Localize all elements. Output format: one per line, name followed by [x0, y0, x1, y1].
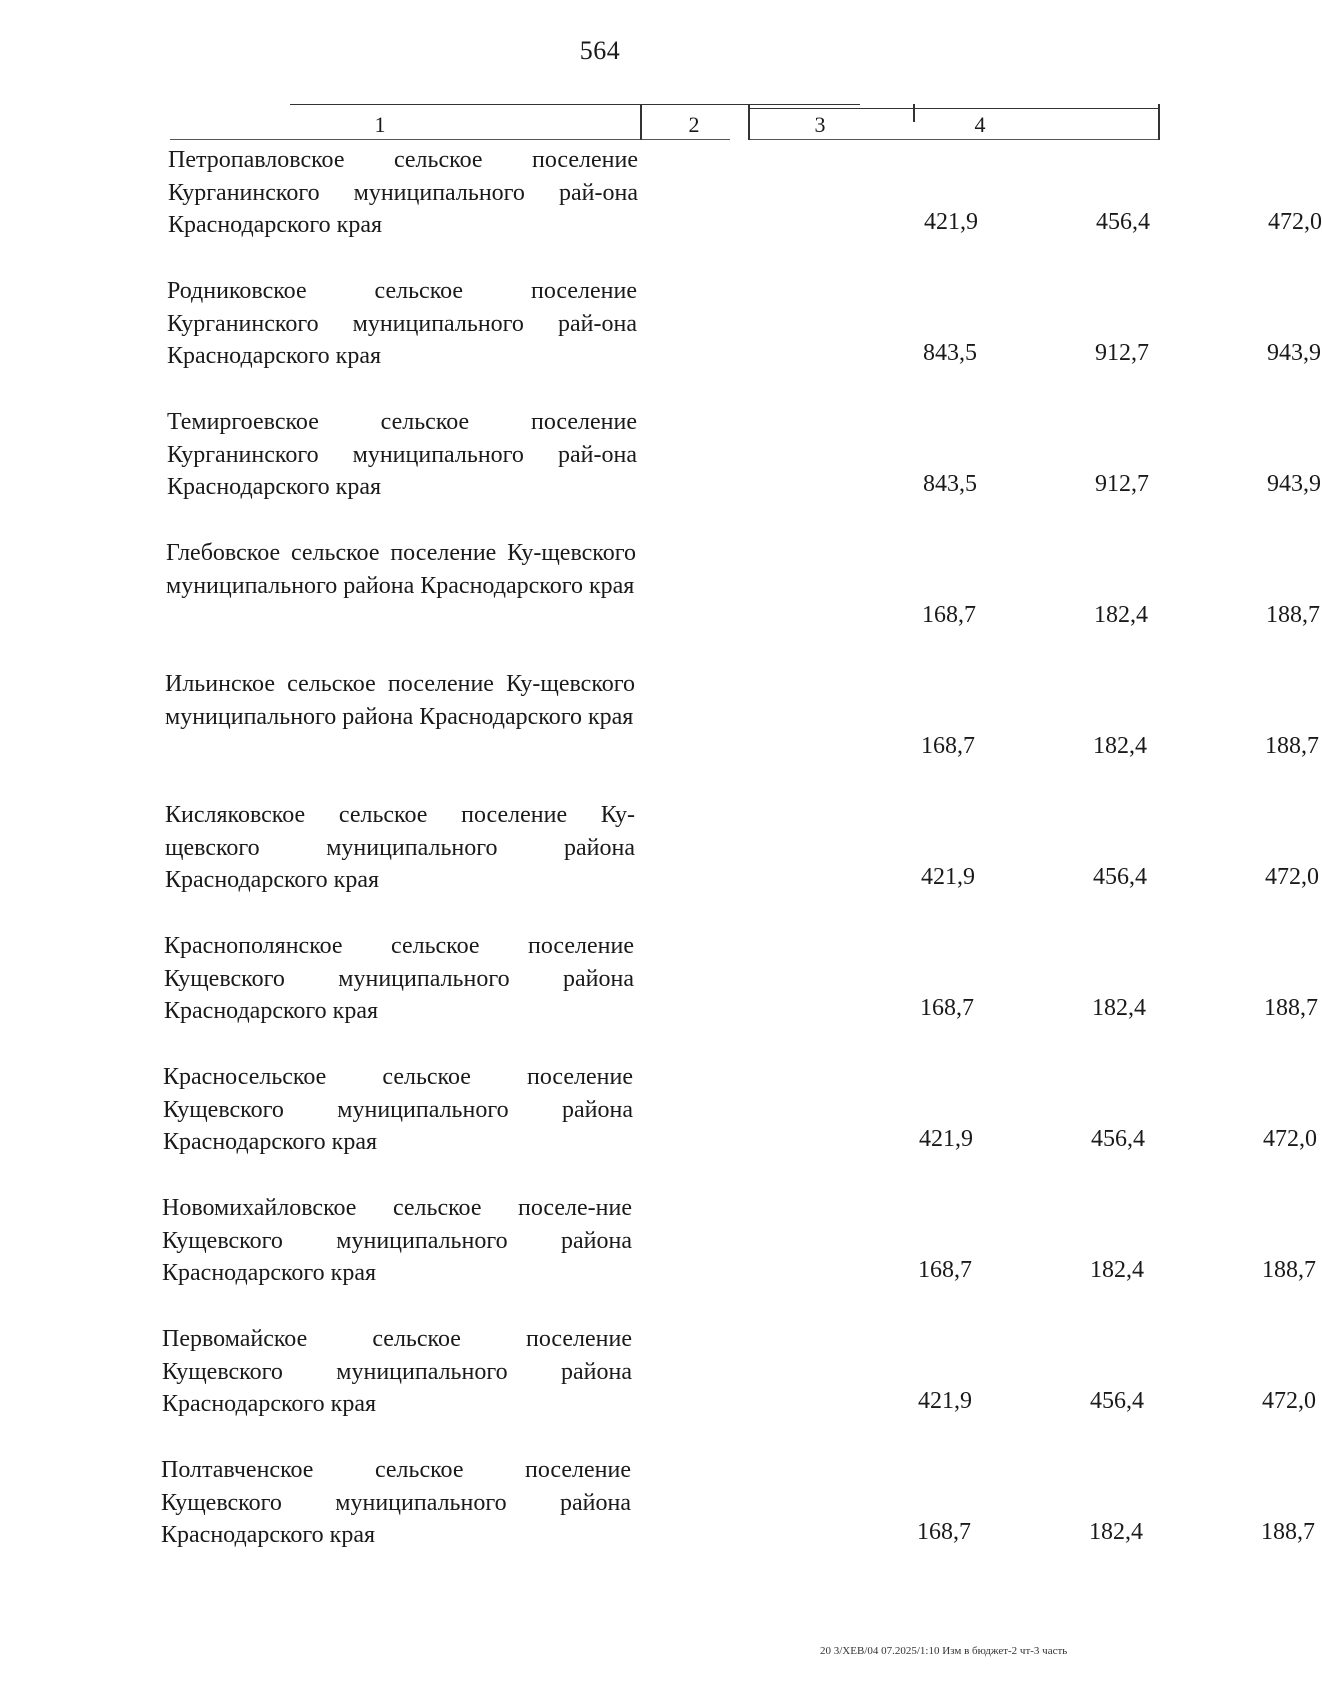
- value-v3: 188,7: [1266, 602, 1320, 628]
- value-v1: 421,9: [924, 209, 978, 235]
- value-v2: 182,4: [1093, 733, 1147, 759]
- settlement-name: Родниковское сельское поселение Курганинского муниципального рай-она Краснодарского края: [167, 278, 637, 369]
- settlement-name: Темиргоевское сельское поселение Курганинского муниципального рай-она Краснодарского края: [167, 409, 637, 500]
- column-header-3: 3: [814, 112, 826, 137]
- value-v1: 168,7: [922, 602, 976, 628]
- value-v1: 843,5: [923, 471, 977, 497]
- value-v2: 182,4: [1090, 1257, 1144, 1283]
- table-body: [161, 140, 1322, 1581]
- value-v3: 188,7: [1262, 1257, 1316, 1283]
- table-row: [164, 926, 1318, 1057]
- value-v3: 188,7: [1261, 1519, 1315, 1545]
- table-row: [161, 1450, 1315, 1581]
- settlement-name: Ильинское сельское поселение Ку-щевского муниципального района Краснодарского края: [165, 671, 635, 730]
- value-v3: 943,9: [1267, 340, 1321, 366]
- page-number: 564: [579, 36, 621, 65]
- value-v2: 182,4: [1092, 995, 1146, 1021]
- value-v2: 182,4: [1089, 1519, 1143, 1545]
- value-v3: 188,7: [1265, 733, 1319, 759]
- column-header-4: 4: [974, 112, 986, 137]
- header-top-line-right: [748, 108, 1160, 109]
- settlement-name: Кисляковское сельское поселение Ку-щевского муниципального района Краснодарского края: [165, 802, 635, 893]
- table-row: [165, 664, 1319, 795]
- value-v2: 912,7: [1095, 471, 1149, 497]
- table-row: [162, 1188, 1316, 1319]
- header-divider-2: [748, 104, 750, 140]
- value-v2: 456,4: [1096, 209, 1150, 235]
- table-row: [163, 1057, 1317, 1188]
- column-header-2: 2: [688, 112, 700, 137]
- table-row: [162, 1319, 1316, 1450]
- table-row: [167, 271, 1321, 402]
- table-row: [166, 533, 1320, 664]
- value-v3: 472,0: [1262, 1388, 1316, 1414]
- settlement-name: Петропавловское сельское поселение Курганинского муниципального рай-она Краснодарского края: [168, 147, 638, 238]
- value-v2: 456,4: [1091, 1126, 1145, 1152]
- settlement-name: Глебовское сельское поселение Ку-щевского муниципального района Краснодарского края: [166, 540, 636, 599]
- header-divider-4: [1158, 104, 1160, 140]
- value-v2: 456,4: [1090, 1388, 1144, 1414]
- settlement-name: Полтавченское сельское поселение Кущевского муниципального района Краснодарского края: [161, 1457, 631, 1548]
- value-v3: 472,0: [1263, 1126, 1317, 1152]
- settlement-name: Краснополянское сельское поселение Кущевского муниципального района Краснодарского края: [164, 933, 634, 1024]
- value-v1: 421,9: [921, 864, 975, 890]
- table-row: [165, 795, 1319, 926]
- value-v3: 188,7: [1264, 995, 1318, 1021]
- column-header-1: 1: [374, 112, 386, 137]
- value-v3: 943,9: [1267, 471, 1321, 497]
- header-divider-3: [913, 104, 915, 122]
- table-row: [167, 402, 1321, 533]
- value-v3: 472,0: [1265, 864, 1319, 890]
- value-v2: 912,7: [1095, 340, 1149, 366]
- settlement-name: Новомихайловское сельское поселе-ние Кущевского муниципального района Краснодарского края: [162, 1195, 632, 1286]
- value-v1: 168,7: [917, 1519, 971, 1545]
- value-v1: 421,9: [918, 1388, 972, 1414]
- table-row: [168, 140, 1322, 271]
- settlement-name: Красносельское сельское поселение Кущевского муниципального района Краснодарского края: [163, 1064, 633, 1155]
- footer-note: 20 3/ХЕВ/04 07.2025/1:10 Изм в бюджет-2 чт-3 часть: [820, 1645, 1068, 1657]
- value-v1: 168,7: [920, 995, 974, 1021]
- value-v1: 168,7: [918, 1257, 972, 1283]
- value-v1: 168,7: [921, 733, 975, 759]
- settlement-name: Первомайское сельское поселение Кущевского муниципального района Краснодарского края: [162, 1326, 632, 1417]
- value-v2: 182,4: [1094, 602, 1148, 628]
- value-v3: 472,0: [1268, 209, 1322, 235]
- value-v2: 456,4: [1093, 864, 1147, 890]
- column-header-row: [170, 104, 1160, 140]
- header-top-line: [290, 104, 860, 105]
- value-v1: 421,9: [919, 1126, 973, 1152]
- value-v1: 843,5: [923, 340, 977, 366]
